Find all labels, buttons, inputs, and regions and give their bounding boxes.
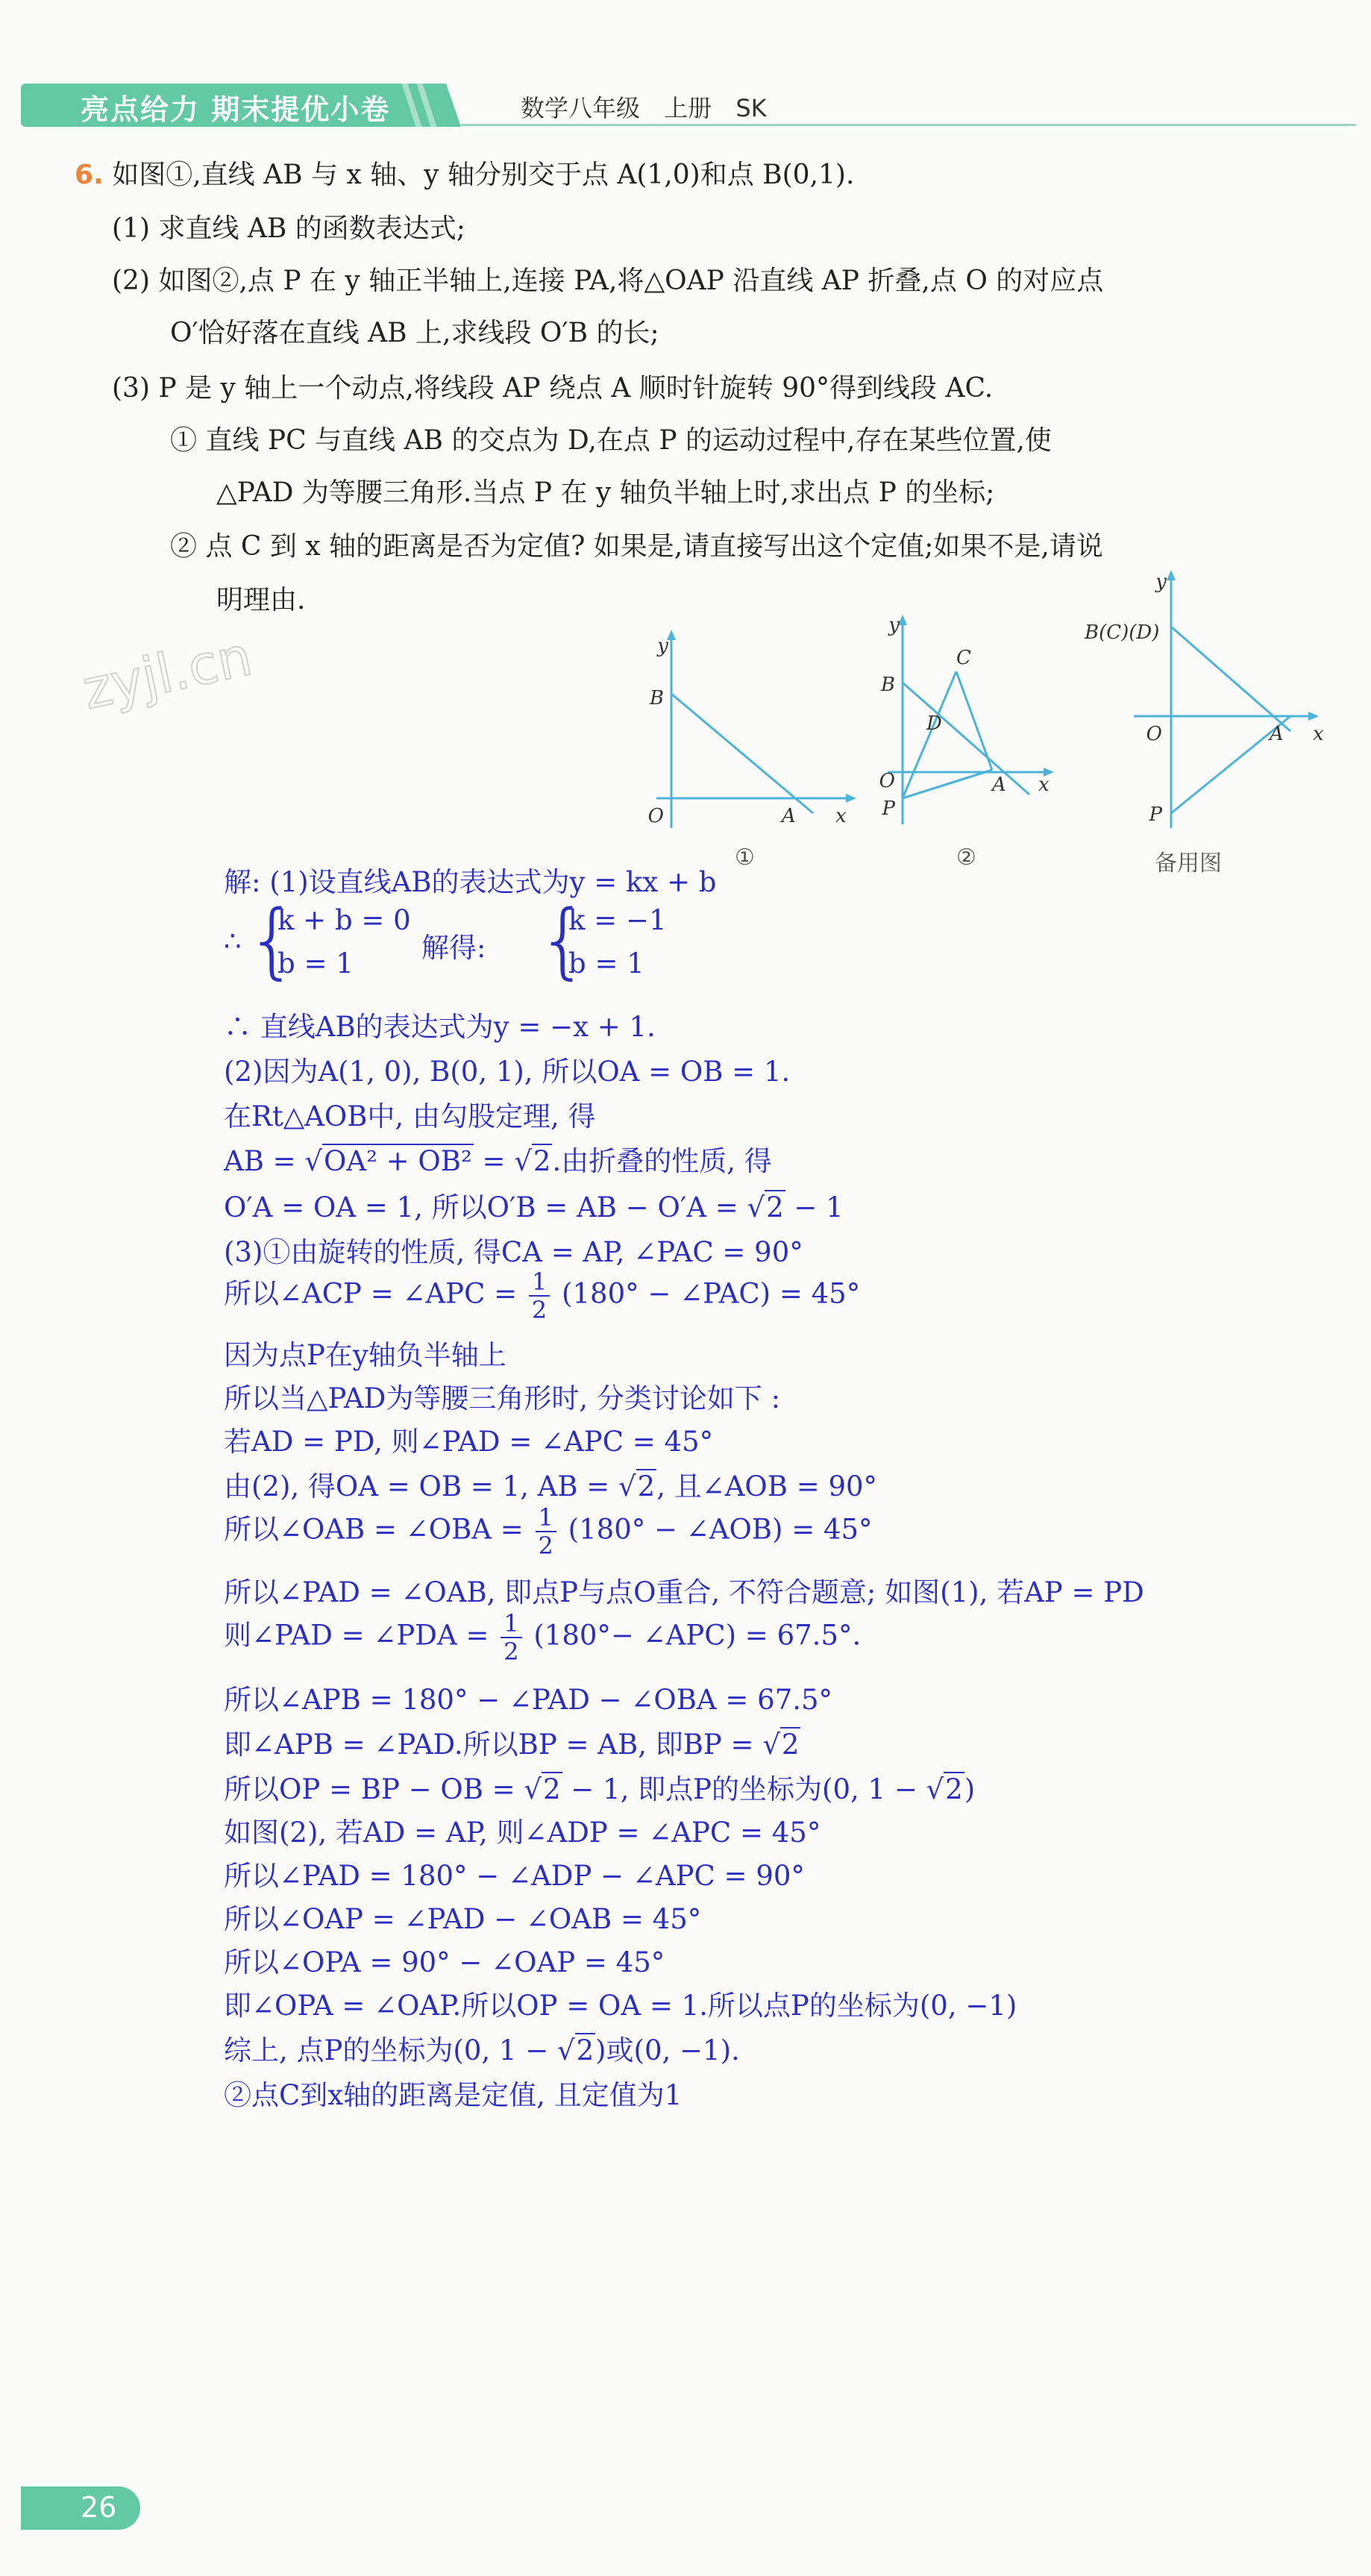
page-number: 26 (81, 2491, 117, 2524)
solution-line-20: 如图(2), 若AD = AP, 则∠ADP = ∠APC = 45° (224, 1817, 821, 1849)
sol9-part: (180° − ∠PAC) = 45° (562, 1277, 861, 1310)
question-part3-1-line2: △PAD 为等腰三角形.当点 P 在 y 轴负半轴上时,求出点 P 的坐标; (216, 477, 995, 508)
fig1-label-y: y (657, 635, 668, 657)
fig2-label-a: A (992, 774, 1006, 796)
fig1-label-b: B (649, 687, 664, 709)
solution-line-19 (224, 1767, 975, 1807)
fig1-label-a: A (782, 805, 796, 827)
question-part2-line1: (2) 如图②,点 P 在 y 轴正半轴上,连接 PA,将△OAP 沿直线 AP 折叠,点 O 的对应点 (112, 266, 1104, 296)
solution-line-4: (2)因为A(1, 0), B(0, 1), 所以OA = OB = 1. (224, 1056, 791, 1088)
question-part3: (3) P 是 y 轴上一个动点,将线段 AP 绕点 A 顺时针旋转 90°得到线段 AC. (112, 373, 994, 404)
sol6-part: = √ (473, 1145, 532, 1177)
fig3-label-a: A (1270, 723, 1284, 745)
figure-3 (1074, 567, 1328, 836)
fraction (501, 1611, 521, 1664)
solution-line-21: 所以∠PAD = 180° − ∠ADP − ∠APC = 90° (224, 1860, 805, 1892)
header-rule (461, 124, 1356, 126)
question-part1: (1) 求直线 AB 的函数表达式; (112, 213, 465, 244)
solution-line-16 (224, 1611, 861, 1664)
sol18-part: 即∠APB = ∠PAD.所以BP = AB, 即BP = √ (224, 1729, 780, 1761)
system2-eq1: k = −1 (568, 904, 667, 936)
therefore-symbol: ∴ (224, 925, 242, 957)
question-stem-text: 如图①,直线 AB 与 x 轴、y 轴分别交于点 A(1,0)和点 B(0,1). (112, 160, 855, 190)
question-stem (75, 157, 854, 194)
figure-1-caption: ① (735, 844, 755, 871)
fig2-label-b: B (880, 674, 895, 696)
solution-line-3: ∴ 直线AB的表达式为y = −x + 1. (224, 1011, 656, 1043)
solution-line-9 (224, 1267, 861, 1324)
fig1-label-x: x (835, 805, 847, 827)
solution-line-7 (224, 1185, 844, 1225)
fig2-label-p: P (882, 797, 895, 820)
sol6-part: AB = √ (224, 1145, 323, 1177)
sol13-part: 由(2), 得OA = OB = 1, AB = √ (224, 1470, 636, 1502)
solution-line-22: 所以∠OAP = ∠PAD − ∠OAB = 45° (224, 1903, 702, 1935)
sol9-part: 所以∠ACP = ∠APC = (224, 1277, 518, 1310)
header-subtitle: 数学八年级 上册 SK (521, 94, 767, 122)
solution-line-1: 解: (1)设直线AB的表达式为y = kx + b (224, 866, 717, 898)
sol16-part: (180°− ∠APC) = 67.5°. (533, 1619, 862, 1652)
fig2-label-x: x (1038, 774, 1050, 796)
sol25-part: )或(0, −1). (595, 2034, 740, 2066)
figure-1 (641, 627, 865, 843)
solution-line-17: 所以∠APB = 180° − ∠PAD − ∠OBA = 67.5° (224, 1684, 833, 1716)
sol14-part: 所以∠OAB = ∠OBA = (224, 1513, 524, 1546)
left-brace: { (537, 892, 589, 988)
solution-line-25 (224, 2028, 740, 2068)
system1-eq2: b = 1 (277, 947, 354, 980)
solution-line-10: 因为点P在y轴负半轴上 (224, 1339, 506, 1371)
question-number: 6. (75, 160, 104, 190)
fraction-denominator: 2 (503, 1638, 519, 1666)
question-part3-2-line2: 明理由. (216, 585, 306, 615)
fig2-label-y: y (888, 614, 900, 636)
fraction-numerator: 1 (536, 1505, 556, 1532)
fraction-denominator: 2 (538, 1532, 553, 1560)
fraction (536, 1505, 556, 1558)
left-brace: { (246, 892, 298, 988)
sqrt-radicand: 2 (637, 1470, 656, 1502)
sol19-part: 所以OP = BP − OB = √ (224, 1773, 542, 1805)
solution-line-14 (224, 1505, 873, 1558)
sol25-part: 综上, 点P的坐标为(0, 1 − √ (224, 2034, 575, 2066)
fraction-numerator: 1 (529, 1270, 550, 1297)
sol7-part: O′A = OA = 1, 所以O′B = AB − O′A = √ (224, 1191, 765, 1223)
solution-line-24: 即∠OPA = ∠OAP.所以OP = OA = 1.所以点P的坐标为(0, −1) (224, 1990, 1017, 2022)
fraction (529, 1267, 550, 1324)
fig3-label-p: P (1149, 803, 1162, 826)
solution-line-8: (3)①由旋转的性质, 得CA = AP, ∠PAC = 90° (224, 1236, 803, 1268)
sqrt-radicand: 2 (533, 1145, 551, 1177)
sol6-part: .由折叠的性质, 得 (552, 1145, 772, 1177)
figure-3-caption: 备用图 (1155, 850, 1222, 877)
sol14-part: (180° − ∠AOB) = 45° (568, 1513, 873, 1546)
fig2-label-o: O (879, 770, 895, 792)
system2-eq2: b = 1 (568, 947, 644, 980)
solution-line-26: ②点C到x轴的距离是定值, 且定值为1 (224, 2079, 683, 2111)
sqrt-radicand: 2 (576, 2034, 594, 2066)
sqrt-radicand: 2 (766, 1191, 784, 1223)
fig2-label-c: C (956, 647, 971, 669)
fig3-label-bcd: B(C)(D) (1085, 621, 1160, 644)
watermark: zyjl.cn (77, 624, 257, 721)
sqrt-radicand: 2 (781, 1729, 800, 1761)
sol13-part: , 且∠AOB = 90° (656, 1470, 878, 1502)
figure-2 (873, 612, 1067, 836)
fig3-label-x: x (1313, 723, 1324, 745)
sol19-part: ) (964, 1773, 976, 1805)
sqrt-radicand: OA² + OB² (324, 1145, 472, 1177)
sol16-part: 则∠PAD = ∠PDA = (224, 1619, 489, 1652)
page-header (21, 84, 1356, 128)
solution-line-18 (224, 1722, 800, 1762)
sqrt-radicand: 2 (945, 1773, 963, 1805)
figure-2-caption: ② (956, 844, 976, 871)
fig3-label-o: O (1146, 723, 1162, 745)
header-title: 亮点给力 期末提优小卷 (81, 93, 391, 126)
question-part2-line2: O′恰好落在直线 AB 上,求线段 O′B 的长; (170, 318, 659, 348)
solution-line-13 (224, 1464, 877, 1504)
sol19-part: − 1, 即点P的坐标为(0, 1 − √ (562, 1773, 944, 1805)
solution-line-6 (224, 1138, 772, 1179)
sol7-part: − 1 (785, 1191, 844, 1223)
solution-line-5: 在Rt△AOB中, 由勾股定理, 得 (224, 1100, 596, 1132)
fraction-denominator: 2 (531, 1296, 548, 1324)
question-part3-2-line1: ② 点 C 到 x 轴的距离是否为定值? 如果是,请直接写出这个定值;如果不是,请说 (170, 531, 1103, 562)
fig2-label-d: D (926, 712, 942, 735)
solution-line-23: 所以∠OPA = 90° − ∠OAP = 45° (224, 1946, 665, 1978)
system1-eq1: k + b = 0 (277, 904, 411, 936)
solution-line-15: 所以∠PAD = ∠OAB, 即点P与点O重合, 不符合题意; 如图(1), 若AP = PD (224, 1576, 1144, 1608)
fig3-label-y: y (1155, 571, 1167, 593)
solve-label: 解得: (421, 932, 486, 964)
sqrt-radicand: 2 (543, 1773, 561, 1805)
page-number-badge (21, 2486, 140, 2530)
fig1-label-o: O (647, 805, 664, 827)
question-part3-1-line1: ① 直线 PC 与直线 AB 的交点为 D,在点 P 的运动过程中,存在某些位置,使 (170, 425, 1052, 456)
solution-line-11: 所以当△PAD为等腰三角形时, 分类讨论如下 : (224, 1382, 781, 1414)
fraction-numerator: 1 (501, 1611, 521, 1638)
solution-line-12: 若AD = PD, 则∠PAD = ∠APC = 45° (224, 1426, 714, 1458)
